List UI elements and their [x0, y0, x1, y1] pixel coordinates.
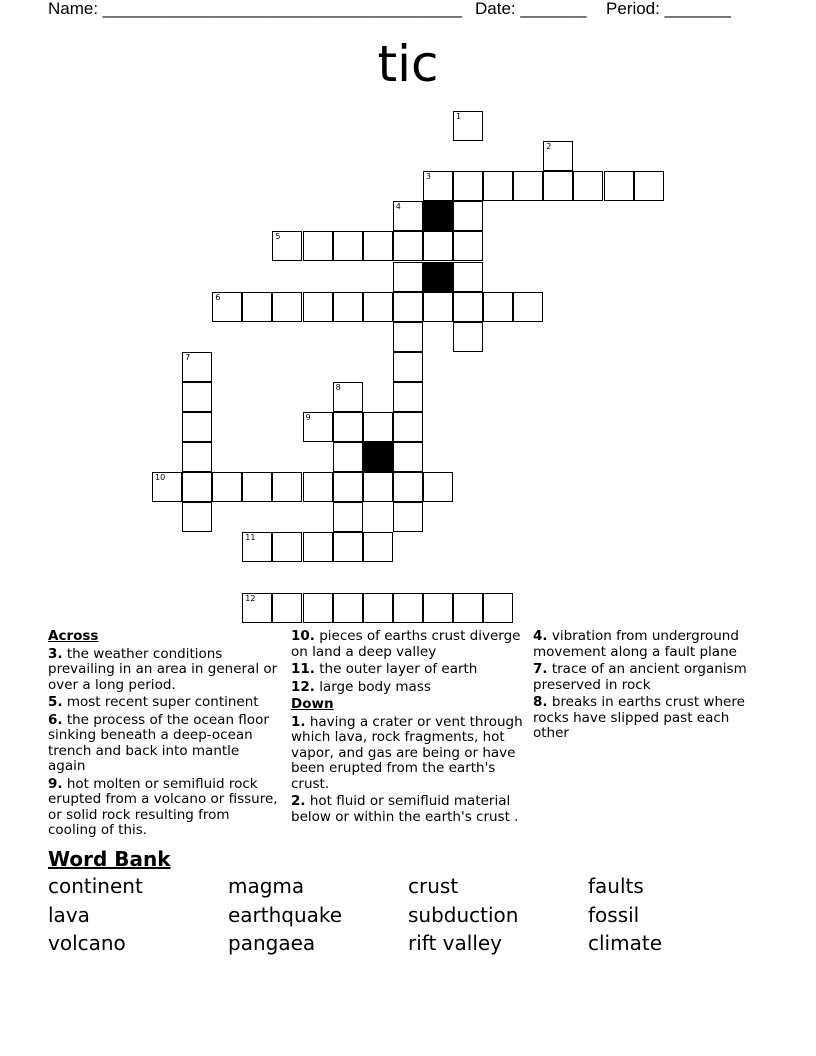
word-bank — [48, 846, 768, 962]
crossword-cell[interactable] — [333, 442, 363, 472]
clue-down-7 — [533, 662, 765, 693]
page-title: tic — [377, 35, 439, 93]
crossword-cell[interactable] — [363, 231, 393, 261]
clue-text: most recent super continent — [66, 694, 259, 710]
crossword-cell[interactable] — [333, 472, 363, 502]
crossword-block — [363, 442, 393, 472]
word-bank-item: lava — [48, 903, 90, 927]
crossword-cell[interactable] — [272, 292, 302, 322]
crossword-cell[interactable] — [182, 382, 212, 412]
clue-down-4 — [533, 629, 765, 660]
clue-text: hot molten or semifluid rock erupted from a volcano or fissure, or solid rock resulting from cooling of this. — [48, 775, 278, 838]
period-field-label[interactable]: Period: _______ — [606, 0, 731, 18]
crossword-cell[interactable] — [303, 593, 333, 623]
clue-text: the outer layer of earth — [319, 661, 478, 677]
cell-number: 7 — [185, 352, 191, 362]
name-field-label[interactable]: Name: ______________________________________ — [48, 0, 463, 18]
crossword-cell[interactable] — [272, 472, 302, 502]
crossword-cell[interactable] — [453, 322, 483, 352]
crossword-cell[interactable] — [453, 111, 483, 141]
crossword-cell[interactable] — [363, 292, 393, 322]
clue-number: 11. — [291, 661, 315, 677]
crossword-cell[interactable] — [333, 502, 363, 532]
word-bank-item: fossil — [588, 903, 640, 927]
clue-number: 3. — [48, 645, 63, 662]
crossword-cell[interactable] — [212, 292, 242, 322]
word-bank-item: crust — [408, 874, 459, 898]
clue-text: hot fluid or semifluid material below or within the earth's crust . — [291, 793, 519, 825]
crossword-cell[interactable] — [393, 231, 423, 261]
clue-text: the process of the ocean floor sinking beneath a deep-ocean trench and back into mantle again — [48, 711, 269, 774]
cell-number: 6 — [215, 292, 221, 302]
crossword-cell[interactable] — [363, 593, 393, 623]
cell-number: 12 — [245, 593, 256, 603]
crossword-cell[interactable] — [152, 472, 182, 502]
clue-number: 12. — [291, 678, 315, 695]
clue-text: pieces of earths crust diverge on land a deep valley — [291, 628, 521, 660]
crossword-cell[interactable] — [423, 593, 453, 623]
word-bank-item: rift valley — [408, 931, 503, 955]
crossword-cell[interactable] — [333, 593, 363, 623]
crossword-cell[interactable] — [242, 532, 272, 562]
crossword-cell[interactable] — [513, 171, 543, 201]
crossword-cell[interactable] — [453, 171, 483, 201]
crossword-cell[interactable] — [182, 472, 212, 502]
date-field-label[interactable]: Date: _______ — [475, 0, 587, 18]
cell-number: 10 — [155, 473, 166, 483]
clue-number: 2. — [291, 793, 306, 809]
clue-number: 8. — [533, 694, 548, 710]
crossword-block — [423, 262, 453, 292]
crossword-cell[interactable] — [453, 201, 483, 231]
crossword-cell[interactable] — [513, 292, 543, 322]
clue-number: 4. — [533, 628, 548, 644]
clue-number: 5. — [48, 694, 63, 710]
crossword-cell[interactable] — [543, 141, 573, 171]
clue-across-5 — [48, 695, 280, 711]
clue-number: 9. — [48, 775, 63, 792]
cell-number: 8 — [335, 382, 341, 392]
cell-number: 2 — [546, 142, 552, 152]
crossword-cell[interactable] — [182, 442, 212, 472]
clue-text: large body mass — [319, 678, 431, 695]
clue-text: having a crater or vent through which lava, rock fragments, hot vapor, and gas are being or have been erupted from the earth's crust. — [291, 713, 523, 792]
word-bank-item: magma — [228, 874, 305, 898]
crossword-cell[interactable] — [453, 231, 483, 261]
crossword-cell[interactable] — [303, 231, 333, 261]
cell-number: 3 — [425, 172, 431, 182]
crossword-cell[interactable] — [393, 201, 423, 231]
crossword-cell[interactable] — [363, 472, 393, 502]
crossword-cell[interactable] — [423, 292, 453, 322]
clue-number: 6. — [48, 711, 63, 728]
crossword-cell[interactable] — [393, 262, 423, 292]
crossword-cell[interactable] — [333, 231, 363, 261]
clue-number: 1. — [291, 713, 306, 730]
crossword-cell[interactable] — [393, 382, 423, 412]
crossword-cell[interactable] — [393, 322, 423, 352]
crossword-cell[interactable] — [393, 292, 423, 322]
clue-across-10 — [291, 629, 523, 660]
crossword-cell[interactable] — [212, 472, 242, 502]
clue-column-1 — [48, 629, 280, 841]
crossword-cell[interactable] — [393, 412, 423, 442]
word-bank-item: climate — [588, 931, 662, 955]
across-heading: Across — [48, 628, 99, 644]
word-bank-title: Word Bank — [48, 847, 171, 871]
word-bank-item: volcano — [48, 931, 126, 955]
crossword-cell[interactable] — [182, 412, 212, 442]
clue-text: breaks in earths crust where rocks have slipped past each other — [533, 694, 745, 741]
word-bank-list — [48, 872, 768, 962]
crossword-cell[interactable] — [393, 352, 423, 382]
clue-text: vibration from underground movement along a fault plane — [533, 628, 739, 660]
crossword-block — [423, 201, 453, 231]
crossword-cell[interactable] — [242, 292, 272, 322]
crossword-cell[interactable] — [303, 412, 333, 442]
cell-number: 9 — [305, 413, 311, 422]
clue-across-11 — [291, 662, 523, 678]
clue-across-9 — [48, 777, 280, 839]
crossword-cell[interactable] — [242, 593, 272, 623]
crossword-cell[interactable] — [483, 593, 513, 623]
crossword-cell[interactable] — [423, 472, 453, 502]
crossword-cell[interactable] — [333, 532, 363, 562]
crossword-cell[interactable] — [423, 231, 453, 261]
crossword-cell[interactable] — [453, 262, 483, 292]
clue-number: 10. — [291, 628, 315, 644]
clue-text: trace of an ancient organism preserved in rock — [533, 661, 747, 693]
clue-text: the weather conditions prevailing in an area in general or over a long period. — [48, 645, 278, 693]
clue-column-3 — [533, 629, 765, 744]
crossword-cell[interactable] — [363, 412, 393, 442]
crossword-cell[interactable] — [333, 382, 363, 412]
clue-column-2 — [291, 629, 523, 827]
crossword-cell[interactable] — [453, 593, 483, 623]
crossword-cell[interactable] — [182, 352, 212, 382]
cell-number: 5 — [275, 232, 281, 242]
clue-down-2 — [291, 794, 523, 825]
cell-number: 11 — [245, 533, 256, 543]
crossword-cell[interactable] — [393, 502, 423, 532]
crossword-cell[interactable] — [393, 442, 423, 472]
crossword-cell[interactable] — [272, 532, 302, 562]
word-bank-item: earthquake — [228, 903, 343, 927]
crossword-cell[interactable] — [363, 532, 393, 562]
crossword-cell[interactable] — [333, 412, 363, 442]
crossword-cell[interactable] — [634, 171, 664, 201]
crossword-cell[interactable] — [333, 292, 363, 322]
clue-down-8 — [533, 695, 765, 742]
crossword-cell[interactable] — [393, 472, 423, 502]
clue-number: 7. — [533, 661, 548, 677]
clue-across-3 — [48, 647, 280, 694]
crossword-cell[interactable] — [423, 171, 453, 201]
crossword-cell[interactable] — [483, 292, 513, 322]
crossword-cell[interactable] — [272, 593, 302, 623]
crossword-cell[interactable] — [303, 292, 333, 322]
word-bank-item: continent — [48, 874, 143, 898]
clue-across-6 — [48, 713, 280, 775]
cell-number: 1 — [456, 112, 462, 121]
crossword-cell[interactable] — [393, 593, 423, 623]
clue-across-12 — [291, 680, 523, 696]
crossword-cell[interactable] — [483, 171, 513, 201]
down-heading: Down — [291, 696, 334, 712]
crossword-cell[interactable] — [543, 171, 573, 201]
crossword-cell[interactable] — [303, 532, 333, 562]
crossword-cell[interactable] — [272, 231, 302, 261]
cell-number: 4 — [395, 202, 401, 212]
crossword-cell[interactable] — [573, 171, 603, 201]
crossword-cell[interactable] — [303, 472, 333, 502]
word-bank-item: subduction — [408, 903, 519, 927]
crossword-cell[interactable] — [182, 502, 212, 532]
crossword-cell[interactable] — [604, 171, 634, 201]
clue-down-1 — [291, 715, 523, 793]
crossword-cell[interactable] — [453, 292, 483, 322]
word-bank-item: faults — [588, 874, 644, 898]
word-bank-item: pangaea — [228, 931, 316, 955]
crossword-cell[interactable] — [242, 472, 272, 502]
